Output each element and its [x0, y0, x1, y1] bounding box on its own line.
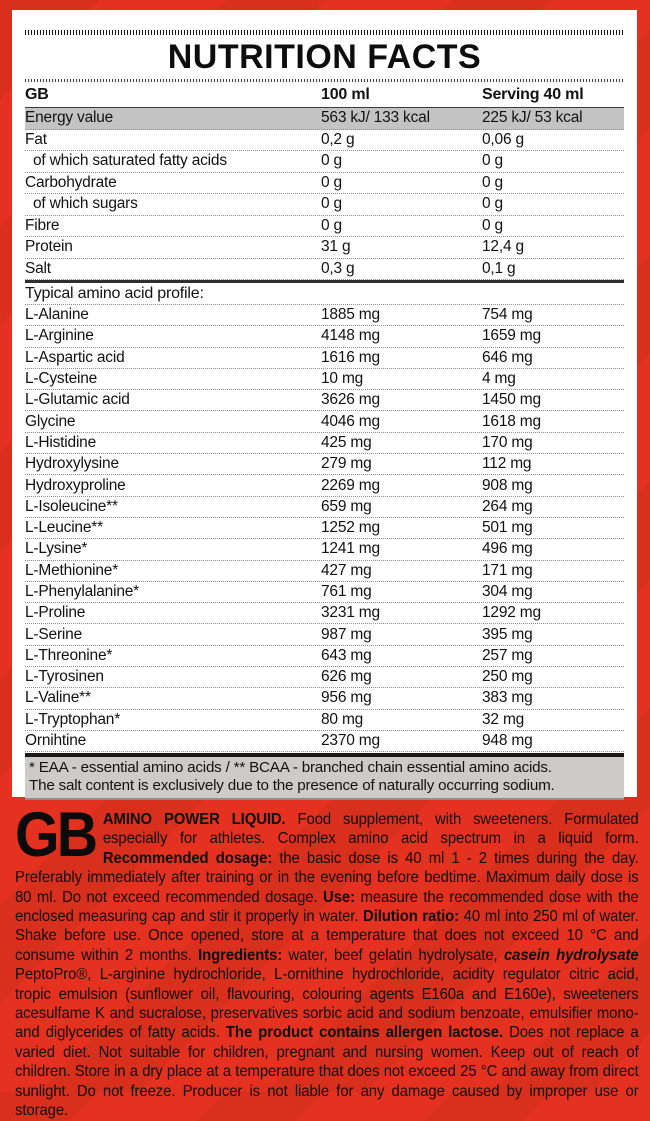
nutrient-name: Salt	[25, 259, 51, 277]
nutrient-name: of which saturated fatty acids	[33, 152, 227, 170]
value-per-100ml: 3231 mg	[321, 604, 380, 622]
value-per-serving: 0 g	[482, 152, 503, 170]
value-per-serving: 1292 mg	[482, 604, 541, 622]
value-per-serving: 250 mg	[482, 668, 533, 686]
value-per-serving: 264 mg	[482, 497, 533, 515]
nutrient-name: L-Alanine	[25, 306, 89, 324]
table-row	[25, 348, 624, 369]
footnote-line: * EAA - essential amino acids / ** BCAA - branched chain essential amino acids.	[29, 759, 552, 777]
table-row	[25, 518, 624, 539]
nutrient-name: L-Threonine*	[25, 646, 113, 664]
table-row	[25, 390, 624, 411]
value-per-serving: 754 mg	[482, 306, 533, 324]
value-per-serving: 501 mg	[482, 519, 533, 537]
nutrient-name: L-Proline	[25, 604, 86, 622]
nutrient-name: Energy value	[25, 109, 114, 127]
nutrient-name: Fibre	[25, 216, 60, 234]
value-per-100ml: 80 mg	[321, 710, 364, 728]
value-per-100ml: 626 mg	[321, 668, 372, 686]
info-paragraph	[15, 799, 639, 1121]
value-per-100ml: 3626 mg	[321, 391, 380, 409]
info-text-segment: water, beef gelatin hydrolysate,	[282, 946, 504, 964]
table-row	[25, 646, 624, 667]
nutrient-name: Protein	[25, 238, 73, 256]
nutrition-facts-panel	[12, 10, 637, 797]
value-per-serving: 948 mg	[482, 732, 533, 750]
info-text-segment: measure the recommended dose with the enclosed measuring cap and stir it properly in water.	[15, 888, 639, 926]
value-per-100ml: 0 g	[321, 195, 342, 213]
value-per-100ml: 4148 mg	[321, 327, 380, 345]
product-info-section	[0, 797, 650, 1120]
value-per-100ml: 1616 mg	[321, 348, 380, 366]
nutrient-name: Hydroxylysine	[25, 455, 119, 473]
value-per-serving: 225 kJ/ 53 kcal	[482, 109, 583, 127]
value-per-serving: 646 mg	[482, 348, 533, 366]
dashed-divider-under-title	[25, 79, 624, 82]
value-per-100ml: 0,3 g	[321, 259, 355, 277]
info-text-segment: Use:	[323, 888, 355, 906]
column-header-per-serving: Serving 40 ml	[482, 86, 584, 103]
nutrient-name: Hydroxyproline	[25, 476, 126, 494]
info-text-segment: PeptoPro®, L-arginine hydrochloride, L-ornithine hydrochloride, acidity regulator citric acid, tropic emulsion (sunflower oil, flavouring, colouring agents E160a and E160e), sweeteners acesulfame K and sucralose, preservatives sorbic acid and sodium benzoate, emulsifier mono- and diglycerides of fatty acids.	[15, 966, 639, 1042]
value-per-100ml: 0 g	[321, 216, 342, 234]
value-per-100ml: 643 mg	[321, 646, 372, 664]
value-per-100ml: 563 kJ/ 133 kcal	[321, 109, 430, 127]
table-header-row	[25, 83, 624, 108]
value-per-serving: 171 mg	[482, 561, 533, 579]
nutrient-name: L-Phenylalanine*	[25, 583, 139, 600]
value-per-serving: 908 mg	[482, 476, 533, 494]
nutrient-name: L-Histidine	[25, 433, 97, 451]
table-row	[25, 561, 624, 582]
value-per-100ml: 2370 mg	[321, 732, 380, 750]
nutrient-name: L-Lysine*	[25, 540, 88, 558]
info-text-segment: Ingredients:	[198, 946, 283, 964]
value-per-serving: 1618 mg	[482, 412, 541, 430]
table-row	[25, 624, 624, 645]
value-per-serving: 0 g	[482, 173, 503, 191]
nutrient-name: Glycine	[25, 412, 76, 430]
nutrient-name: Fat	[25, 130, 47, 148]
value-per-100ml: 279 mg	[321, 455, 372, 473]
table-row	[25, 173, 624, 195]
info-text-segment: The product contains allergen lactose.	[225, 1024, 503, 1042]
value-per-100ml: 987 mg	[321, 625, 372, 643]
nutrient-name: L-Serine	[25, 625, 82, 643]
nutrient-table	[25, 108, 624, 280]
value-per-serving: 257 mg	[482, 646, 533, 664]
table-row	[25, 411, 624, 432]
value-per-100ml: 427 mg	[321, 561, 372, 579]
value-per-100ml: 2269 mg	[321, 476, 380, 494]
value-per-100ml: 31 g	[321, 238, 351, 256]
nutrient-name: L-Leucine**	[25, 519, 103, 537]
page-title: NUTRITION FACTS	[167, 37, 482, 77]
value-per-serving: 112 mg	[482, 455, 532, 473]
table-row	[25, 130, 624, 152]
table-row	[25, 582, 624, 603]
table-row	[25, 497, 624, 518]
table-row	[25, 259, 624, 281]
column-header-per-100ml: 100 ml	[321, 86, 370, 103]
nutrient-name: L-Methionine*	[25, 561, 119, 579]
nutrient-name: L-Cysteine	[25, 370, 98, 388]
nutrient-name: of which sugars	[33, 195, 138, 213]
value-per-serving: 304 mg	[482, 583, 533, 600]
table-row	[25, 216, 624, 238]
value-per-100ml: 0,2 g	[321, 130, 355, 148]
info-text-segment: Dilution ratio:	[363, 908, 460, 926]
nutrient-name: L-Isoleucine**	[25, 497, 118, 515]
value-per-serving: 0 g	[482, 195, 503, 213]
table-row	[25, 433, 624, 454]
nutrient-name: Carbohydrate	[25, 173, 117, 191]
dashed-divider-top	[25, 30, 624, 35]
info-text-segment: 40 ml into 250 ml of water. Shake before use. Once opened, store at a temperature that does not exceed 10 °C and consume within 2 months.	[15, 908, 639, 964]
table-row	[25, 369, 624, 390]
nutrient-name: L-Valine**	[25, 689, 91, 707]
table-row	[25, 475, 624, 496]
value-per-serving: 0,06 g	[482, 130, 524, 148]
value-per-100ml: 425 mg	[321, 433, 372, 451]
value-per-serving: 32 mg	[482, 710, 525, 728]
info-text-segment: Recommended dosage:	[102, 849, 273, 867]
nutrient-name: L-Tryptophan*	[25, 710, 121, 728]
table-row	[25, 710, 624, 731]
nutrient-name: L-Aspartic acid	[25, 348, 125, 366]
table-row	[25, 108, 624, 130]
amino-profile-section-title: Typical amino acid profile:	[25, 283, 624, 305]
value-per-100ml: 0 g	[321, 173, 342, 191]
value-per-serving: 12,4 g	[482, 238, 524, 256]
table-row	[25, 731, 624, 752]
value-per-serving: 4 mg	[482, 370, 516, 388]
value-per-100ml: 761 mg	[321, 583, 372, 600]
table-row	[25, 305, 624, 326]
nutrient-name: L-Tyrosinen	[25, 668, 104, 686]
info-text-segment: the basic dose is 40 ml 1 - 2 times during the day. Preferably immediately after training or in the evening before bedtime. Maximum daily dose is 80 ml. Do not exceed recommended dosage.	[15, 849, 639, 906]
table-row	[25, 667, 624, 688]
footnote-box	[25, 753, 624, 800]
table-row	[25, 237, 624, 259]
value-per-serving: 496 mg	[482, 540, 533, 558]
value-per-100ml: 1885 mg	[321, 306, 380, 324]
value-per-100ml: 10 mg	[321, 370, 364, 388]
nutrient-name: L-Arginine	[25, 327, 94, 345]
table-row	[25, 539, 624, 560]
value-per-serving: 1659 mg	[482, 327, 541, 345]
footnote-line: The salt content is exclusively due to the presence of naturally occurring sodium.	[29, 777, 555, 795]
value-per-100ml: 1241 mg	[321, 540, 380, 558]
value-per-serving: 383 mg	[482, 689, 533, 707]
table-row	[25, 454, 624, 475]
value-per-100ml: 0 g	[321, 152, 342, 170]
value-per-serving: 0,1 g	[482, 259, 516, 277]
table-row	[25, 194, 624, 216]
column-header-region: GB	[25, 86, 49, 103]
value-per-100ml: 659 mg	[321, 497, 372, 515]
region-drop-cap: GB	[15, 799, 96, 870]
table-row	[25, 326, 624, 347]
info-text-segment: Food supplement, with sweeteners. Formulated especially for athletes. Complex amino acid spectrum in a liquid form.	[102, 811, 639, 848]
value-per-serving: 1450 mg	[482, 391, 541, 409]
nutrient-name: L-Glutamic acid	[25, 391, 130, 409]
table-row	[25, 688, 624, 709]
info-text-segment: casein hydrolysate	[503, 946, 639, 964]
table-row	[25, 603, 624, 624]
info-text-segment: Does not replace a varied diet. Not suitable for children, pregnant and nursing women. Keep out of reach of children. Store in a dry place at a temperature that does not exceed 25 °C and away from direct sunlight. Do not freeze. Producer is not liable for any damage caused by improper use or storage.	[15, 1024, 639, 1120]
amino-acid-table	[25, 305, 624, 752]
value-per-100ml: 1252 mg	[321, 519, 380, 537]
value-per-serving: 0 g	[482, 216, 503, 234]
value-per-serving: 395 mg	[482, 625, 533, 643]
info-text-segment: AMINO POWER LIQUID.	[102, 811, 286, 828]
value-per-serving: 170 mg	[482, 433, 533, 451]
value-per-100ml: 956 mg	[321, 689, 372, 707]
value-per-100ml: 4046 mg	[321, 412, 380, 430]
table-row	[25, 151, 624, 173]
nutrient-name: Ornihtine	[25, 732, 87, 750]
